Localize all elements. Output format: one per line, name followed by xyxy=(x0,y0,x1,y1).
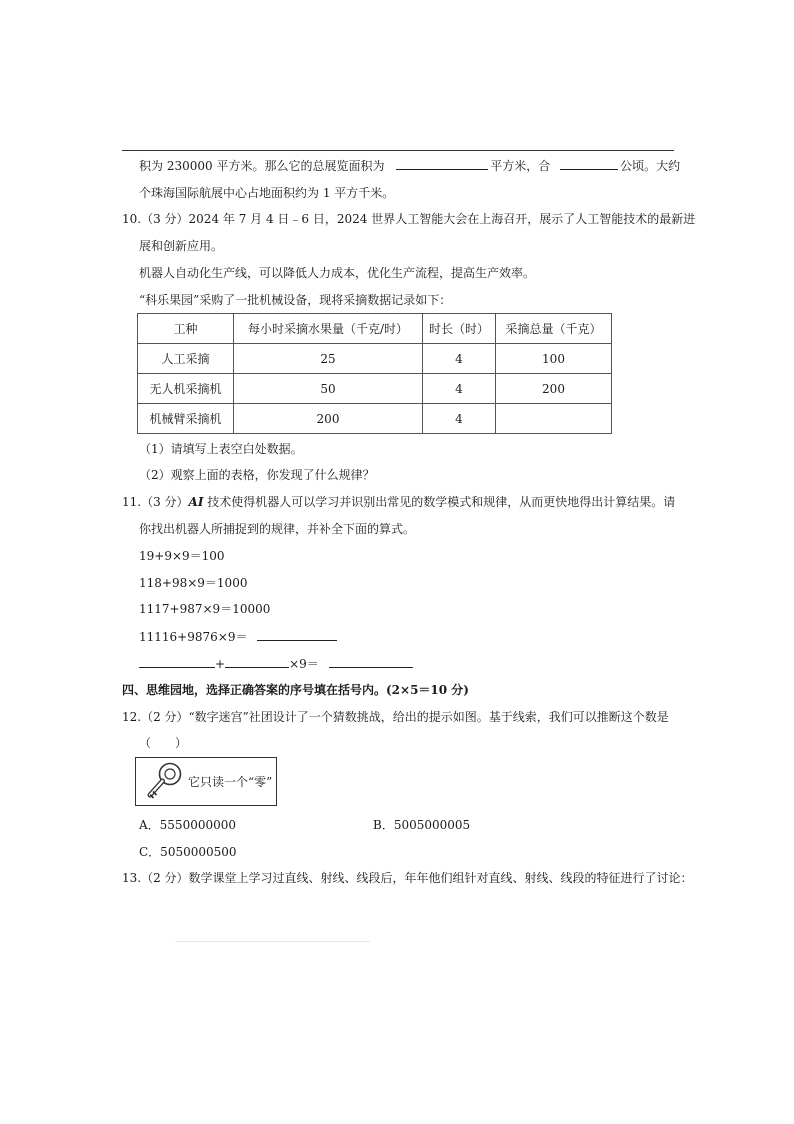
q11-equation-4-text: 11116+9876×9＝ xyxy=(139,630,248,644)
q12-option-c[interactable]: C．5050000500 xyxy=(139,845,237,859)
table-header-cell: 采摘总量（千克） xyxy=(496,314,612,344)
q9-answer-blank-1[interactable] xyxy=(396,157,488,170)
q11-answer-blank-3[interactable] xyxy=(225,655,289,668)
q11-prefix: 11.（3 分） xyxy=(122,495,189,509)
table-header-row xyxy=(138,314,612,344)
q11-equation-1: 19+9×9＝100 xyxy=(139,549,225,563)
q11-equation-3: 1117+987×9＝10000 xyxy=(139,602,271,616)
q11-stem-line1 xyxy=(122,494,675,510)
q10-sub-question-1: （1）请填写上表空白处数据。 xyxy=(139,442,303,456)
table-cell: 200 xyxy=(496,374,612,404)
faint-divider xyxy=(175,941,370,942)
q11-equation-4 xyxy=(139,628,337,645)
q10-stem-line4: “科乐果园”采购了一批机械设备，现将采摘数据记录如下： xyxy=(139,293,452,307)
table-cell: 4 xyxy=(423,404,496,434)
table-row xyxy=(138,374,612,404)
table-row xyxy=(138,404,612,434)
q11-times-nine: ×9＝ xyxy=(289,657,319,671)
q9-text-a: 积为 230000 平方米。那么它的总展览面积为 xyxy=(139,159,385,173)
q12-option-b[interactable]: B．5005000005 xyxy=(373,818,471,832)
q11-answer-blank-4[interactable] xyxy=(329,655,413,668)
q9-text-c: 公顷。大约 xyxy=(620,159,681,173)
key-icon xyxy=(142,761,184,805)
harvest-table xyxy=(137,313,612,434)
q9-line1 xyxy=(139,157,680,174)
table-header-cell: 时长（时） xyxy=(423,314,496,344)
table-cell: 机械臂采摘机 xyxy=(138,404,234,434)
hint-card xyxy=(135,757,277,806)
table-cell: 4 xyxy=(423,374,496,404)
q11-plus-sign: + xyxy=(215,657,226,671)
q9-line2: 个珠海国际航展中心占地面积约为 1 平方千米。 xyxy=(139,186,395,200)
q12-answer-parentheses[interactable]: （ ） xyxy=(139,736,188,750)
table-header-cell: 工种 xyxy=(138,314,234,344)
table-cell: 4 xyxy=(423,344,496,374)
table-cell: 25 xyxy=(234,344,423,374)
q10-stem-line3: 机器人自动化生产线，可以降低人力成本，优化生产流程，提高生产效率。 xyxy=(139,266,536,280)
table-blank-cell[interactable] xyxy=(496,404,612,434)
q11-answer-blank-2[interactable] xyxy=(139,655,215,668)
table-cell: 人工采摘 xyxy=(138,344,234,374)
table-row xyxy=(138,344,612,374)
q12-option-a[interactable]: A．5550000000 xyxy=(139,818,237,832)
q10-stem-line1: 10.（3 分）2024 年 7 月 4 日﹣6 日，2024 世界人工智能大会在上海召开，展示了人工智能技术的最新进 xyxy=(122,212,696,226)
table-cell: 200 xyxy=(234,404,423,434)
q11-answer-blank-1[interactable] xyxy=(257,628,337,641)
table-cell: 100 xyxy=(496,344,612,374)
hint-text: 它只读一个“零” xyxy=(188,775,273,789)
table-header-cell: 每小时采摘水果量（千克/时） xyxy=(234,314,423,344)
q11-stem-rest: 技术使得机器人可以学习并识别出常见的数学模式和规律，从而更快地得出计算结果。请 xyxy=(203,495,676,509)
table-cell: 无人机采摘机 xyxy=(138,374,234,404)
q11-equation-5 xyxy=(139,655,413,672)
q11-stem-line2: 你找出机器人所捕捉到的规律，并补全下面的算式。 xyxy=(139,522,416,536)
header-rule xyxy=(122,150,674,151)
q9-text-b: 平方米，合 xyxy=(490,159,551,173)
q11-equation-2: 118+98×9＝1000 xyxy=(139,576,248,590)
q12-stem-line1: 12.（2 分）“数字迷宫”社团设计了一个猜数挑战，给出的提示如图。基于线索，我们可以推断这个数是 xyxy=(122,710,669,724)
table-cell: 50 xyxy=(234,374,423,404)
q9-answer-blank-2[interactable] xyxy=(560,157,618,170)
section-4-title: 四、思维园地，选择正确答案的序号填在括号内。(2×5＝10 分) xyxy=(122,683,469,697)
q10-stem-line2: 展和创新应用。 xyxy=(139,239,224,253)
q10-sub-question-2: （2）观察上面的表格，你发现了什么规律？ xyxy=(139,468,375,482)
q11-ai-term: AI xyxy=(188,495,204,509)
q13-stem-line1: 13.（2 分）数学课堂上学习过直线、射线、线段后，年年他们组针对直线、射线、线段的特征进行了讨论： xyxy=(122,871,693,885)
